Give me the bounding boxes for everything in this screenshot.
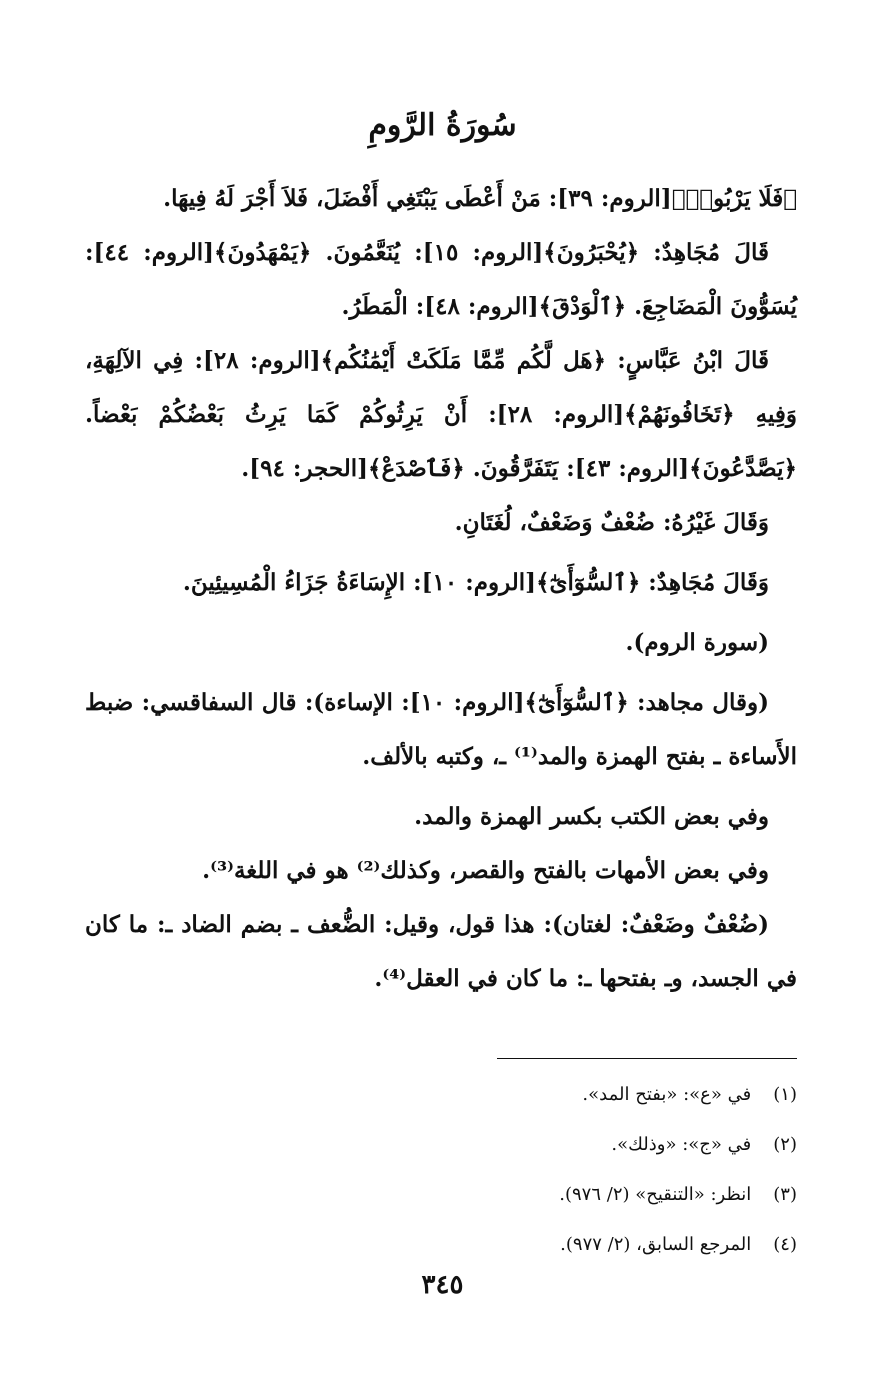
paragraph-7: (وقال مجاهد: ﴿ٱلسُّوٓأَىٰٓ﴾[الروم: ١٠]: الإساءة): قال السفاقسي: ضبط الأَساءة ـ بفتح الهمزة والمد⁽¹⁾ ـ، وكتبه بالألف. [85,689,797,770]
surah-title: سُورَةُ الرَّومِ [368,108,517,143]
paragraph-2: قَالَ مُجَاهِدٌ: ﴿يُحْبَرُونَ﴾[الروم: ١٥]: يُنَعَّمُونَ. ﴿يَمْهَدُونَ﴾[الروم: ٤٤]: يُسَوُّونَ الْمَضَاجِعَ. ﴿ٱلْوَدْقَ﴾[الروم: ٤٨]: الْمَطَرُ. [85,239,797,320]
paragraph-8: وفي بعض الكتب بكسر الهمزة والمد. [414,803,769,830]
footnote-text: في «ج»: «وذلك». [611,1134,752,1155]
footnote-text: انظر: «التنقيح» (٢/ ٩٧٦). [559,1184,752,1205]
page-number: ٣٤٥ [421,1270,464,1300]
footnote-number: (٣) [773,1184,797,1205]
paragraph-3: قَالَ ابْنُ عَبَّاسٍ: ﴿هَل لَّكُم مِّمَّا مَلَكَتْ أَيْمَٰنُكُم﴾[الروم: ٢٨]: فِي الآلِهَةِ، وَفِيهِ ﴿تَخَافُونَهُمْ﴾[الروم: ٢٨]: أَنْ يَرِثُوكُمْ كَمَا يَرِثُ بَعْضُكُمْ بَعْضاً. ﴿يَصَّدَّعُونَ﴾[الروم: ٤٣]: يَتَفَرَّقُونَ. ﴿فَٱصْدَعْ﴾[الحجر: ٩٤]. [85,347,797,482]
footnote-3 [85,1170,797,1220]
paragraph-1: ﴿فَلَا يَرْبُوا۟﴾[الروم: ٣٩]: مَنْ أَعْطَى يَبْتَغِي أَفْضَلَ، فَلاَ أَجْرَ لَهُ فِيهَا. [163,185,797,212]
paragraph-5: وَقَالَ مُجَاهِدٌ: ﴿ٱلسُّوٓأَىٰٓ﴾[الروم: ١٠]: الإِسَاءَةُ جَزَاءُ الْمُسِيئِينَ. [182,569,769,596]
footnote-1 [85,1070,797,1120]
paragraph-10: (ضُعْفٌ وضَعْفٌ: لغتان): هذا قول، وقيل: الضُّعف ـ بضم الضاد ـ: ما كان في الجسد، وـ بفتحها ـ: ما كان في العقل⁽⁴⁾. [85,911,797,992]
main-text [85,172,797,1006]
footnote-text: المرجع السابق، (٢/ ٩٧٧). [560,1234,752,1255]
paragraph-6: (سورة الروم). [625,629,769,656]
footnote-number: (٢) [773,1134,797,1155]
footnote-divider [497,1058,797,1059]
footnote-text: في «ع»: «بفتح المد». [582,1084,752,1105]
paragraph-4: وَقَالَ غَيْرُهُ: ضُعْفٌ وَضَعْفٌ، لُغَتَانِ. [454,509,769,536]
footnote-number: (١) [773,1084,797,1105]
footnote-2 [85,1120,797,1170]
footnotes [85,1070,797,1270]
footnote-number: (٤) [773,1234,797,1255]
paragraph-9: وفي بعض الأمهات بالفتح والقصر، وكذلك⁽²⁾ هو في اللغة⁽³⁾. [202,857,769,884]
footnote-4 [85,1220,797,1270]
